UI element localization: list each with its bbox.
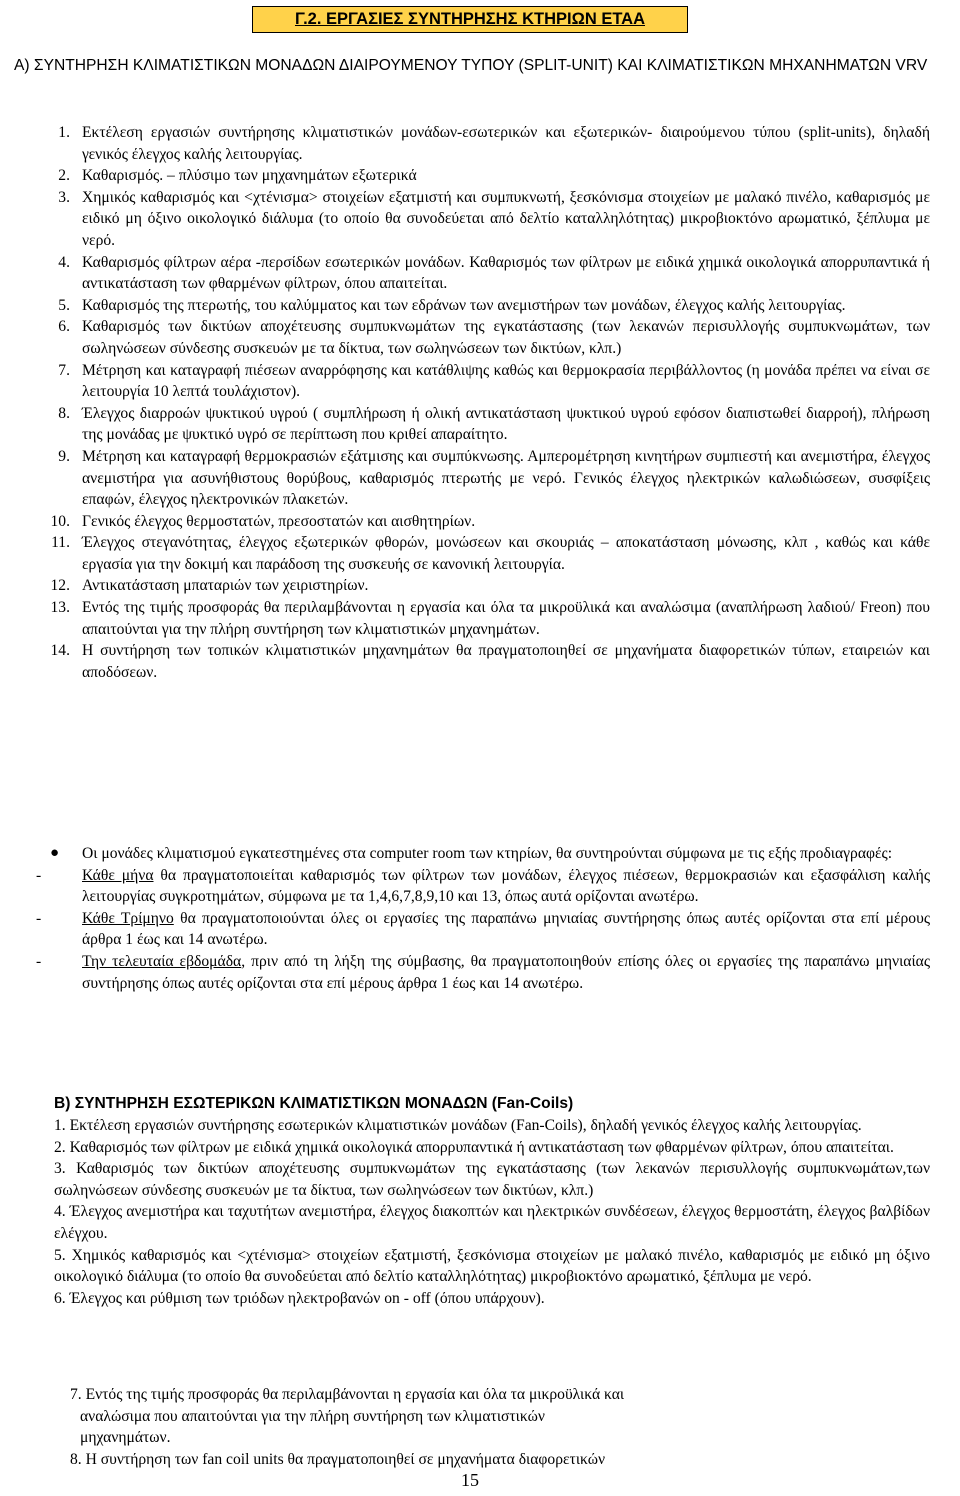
section-b-item: 1. Εκτέλεση εργασιών συντήρησης εσωτερικών κλιματιστικών μονάδων (Fan-Coils), δηλαδή γενικός έλεγχος καλής λειτουργίας. xyxy=(54,1117,862,1134)
list-item-text: Εκτέλεση εργασιών συντήρησης κλιματιστικών μονάδων-εσωτερικών και εξωτερικών- διαιρούμενου τύπου (split-units), δηλαδή γενικός έλεγχος καλής λειτουργίας. xyxy=(82,124,930,163)
list-item-number: 5. xyxy=(58,296,70,314)
list-item xyxy=(20,575,930,597)
section-b-item: 4. Έλεγχος ανεμιστήρα και ταχυτήτων ανεμιστήρα, έλεγχος διακοπτών και ηλεκτρικών συνδέσεων, έλεγχος θερμοστάτη, έλεγχος βαλβίδων ελέγχου. xyxy=(54,1203,930,1242)
section-b-indented-line xyxy=(54,1384,930,1406)
list-item-number: 2. xyxy=(58,167,70,185)
section-a-list xyxy=(20,122,930,683)
dash-list xyxy=(20,865,930,995)
list-item xyxy=(20,640,930,683)
list-item-text: Καθαρισμός. – πλύσιμο των μηχανημάτων εξωτερικά xyxy=(82,167,417,185)
section-b-list xyxy=(54,1115,930,1309)
dash-item xyxy=(20,908,930,951)
dash-item xyxy=(20,951,930,994)
section-b-indented-list xyxy=(54,1384,930,1470)
section-b-indented-line xyxy=(54,1427,930,1449)
section-b-item: 6. Έλεγχος και ρύθμιση των τριόδων ηλεκτροβανών on - off (όπου υπάρχουν). xyxy=(54,1289,545,1307)
list-item xyxy=(20,360,930,403)
list-item-number: 3. xyxy=(58,188,70,206)
section-b-indented-text: μηχανημάτων. xyxy=(80,1429,171,1447)
computer-room-block xyxy=(20,843,930,994)
list-item-text: Καθαρισμός των δικτύων αποχέτευσης συμπυκνωμάτων της εγκατάστασης (των λεκανών περισυλλογής συμπυκνωμάτων, των σωληνώσεων σύνδεσης συσκευών με τα δίκτυα, των σωληνώσεων των δικτύων, κλπ.) xyxy=(82,318,930,357)
list-item xyxy=(20,403,930,446)
list-item-number: 6. xyxy=(58,318,70,336)
dash-mark: - xyxy=(36,952,42,970)
section-b-item: 2. Καθαρισμός των φίλτρων με ειδικά χημικά οικολογικά απορρυπαντικά ή αντικατάσταση των φθαρμένων φίλτρων, όπου απαιτείται. xyxy=(54,1138,894,1156)
list-item xyxy=(20,165,930,187)
list-item-number: 4. xyxy=(58,253,70,271)
list-item-number: 13. xyxy=(50,599,70,617)
list-item-number: 10. xyxy=(50,512,70,530)
list-item-text: Η συντήρηση των τοπικών κλιματιστικών μηχανημάτων θα πραγματοποιηθεί σε μηχανήματα διαφορετικών τύπων, εταιρειών και αποδόσεων. xyxy=(82,642,930,681)
section-b-heading: Β) ΣΥΝΤΗΡΗΣΗ ΕΣΩΤΕΡΙΚΩΝ ΚΛΙΜΑΤΙΣΤΙΚΩΝ ΜΟΝΑΔΩΝ (Fan-Coils) xyxy=(54,1095,574,1112)
page-number: 15 xyxy=(461,1470,479,1490)
section-b-indented-text: αναλώσιμα που απαιτούνται για την πλήρη συντήρηση των κλιματιστικών xyxy=(80,1407,545,1425)
list-item xyxy=(20,252,930,295)
dash-lead: Την τελευταία εβδομάδα xyxy=(82,952,242,970)
dash-mark: - xyxy=(36,909,42,927)
list-item xyxy=(20,511,930,533)
list-item-text: Αντικατάσταση μπαταριών των χειριστηρίων. xyxy=(82,577,369,595)
dash-item xyxy=(20,865,930,908)
section-b-indented-line xyxy=(54,1449,930,1471)
section-b-item: 3. Καθαρισμός των δικτύων αποχέτευσης συμπυκνωμάτων της εγκατάστασης (των λεκανών περισυλλογής συμπυκνωμάτων,των σωληνώσεων σύνδεσης συσκευών με τα δίκτυα, των σωληνώσεων των δικτύων, κλπ.) xyxy=(54,1160,930,1199)
list-item-text: Έλεγχος διαρροών ψυκτικού υγρού ( συμπλήρωση ή ολική αντικατάσταση ψυκτικού υγρού εφόσον διαπιστωθεί διαρροή), πλήρωση της μονάδας με ψυκτικό υγρό σε περίπτωση που κριθεί απαραίτητο. xyxy=(82,404,930,444)
dash-lead: Κάθε μήνα xyxy=(82,866,154,884)
list-item-text: Εντός της τιμής προσφοράς θα περιλαμβάνονται η εργασία και όλα τα μικροϋλικά και αναλώσιμα (αναπλήρωση λαδιού/ Freon) που απαιτούνται για την πλήρη συντήρηση των κλιματιστικών μηχανημάτων. xyxy=(82,599,930,638)
list-item-number: 8. xyxy=(58,404,70,422)
list-item-text: Έλεγχος στεγανότητας, έλεγχος εξωτερικών φθορών, μονώσεων και σκουριάς – αποκατάσταση μόνωσης, κλπ , καθώς και κάθε εργασία για την δοκιμή και παράδοση της συσκευής σε κανονική λειτουργία. xyxy=(82,534,930,573)
bullet-item xyxy=(20,843,930,865)
list-item-text: Μέτρηση και καταγραφή θερμοκρασιών εξάτμισης και συμπύκνωσης. Αμπερομέτρηση κινητήρων συμπιεστή και ανεμιστήρα, έλεγχος ανεμιστήρα για ασυνήθιστους θορύβους, καθαρισμός πτερωτής με νερό. Γενικός έλεγχος ηλεκτρικών καλωδιώσεων, συσφίξεις επαφών, έλεγχος ηλεκτρονικών πλακετών. xyxy=(82,447,930,509)
list-item xyxy=(20,295,930,317)
list-item-number: 11. xyxy=(51,534,70,552)
list-item-number: 9. xyxy=(58,447,70,465)
list-item-text: Γενικός έλεγχος θερμοστατών, πρεσοστατών και αισθητηρίων. xyxy=(82,512,476,530)
dash-lead: Κάθε Τρίμηνο xyxy=(82,909,174,927)
list-item-text: Καθαρισμός της πτερωτής, του καλύμματος και των εδράνων των ανεμιστήρων των μονάδων, έλεγχος καλής λειτουργίας. xyxy=(82,296,846,314)
dash-text: , πριν από τη λήξη της σύμβασης, θα πραγματοποιηθούν επίσης όλες οι εργασίες της παραπάνω μηνιαίας συντήρησης όπως αυτές ορίζονται στα επί μέρους άρθρα 1 έως και 14 ανωτέρω. xyxy=(82,952,930,992)
dash-text: θα πραγματοποιείται καθαρισμός των φίλτρων των μονάδων, έλεγχος πιέσεων, θερμοκρασιών και εξασφάλιση καλής λειτουργίας συγκροτημάτων, σύμφωνα με τα 1,4,6,7,8,9,10 και 13, όπως αυτά ορίζονται ανωτέρω. xyxy=(82,866,930,906)
list-item-text: Καθαρισμός φίλτρων αέρα -περσίδων εσωτερικών μονάδων. Καθαρισμός των φίλτρων με ειδικά χημικά οικολογικά απορρυπαντικά ή αντικατάσταση των φθαρμένων φίλτρων, όπου απαιτείται. xyxy=(82,253,930,293)
list-item-number: 7. xyxy=(58,361,70,379)
bullet-icon: ● xyxy=(50,845,60,861)
list-item xyxy=(20,122,930,165)
list-item-text: Χημικός καθαρισμός και <χτένισμα> στοιχείων εξατμιστή και συμπυκνωτή, ξεσκόνισμα στοιχείων με μαλακό πινέλο, καθαρισμός με ειδικό μη όξινο οικολογικό διάλυμα (το οποίο θα συνοδεύεται από δελτίο καταλληλότητας) μικροβιοκτόνο αρωματικό, ξέπλυμα με νερό. xyxy=(82,188,930,249)
list-item-number: 14. xyxy=(50,642,70,660)
list-item xyxy=(20,597,930,640)
section-b-indented-text: 8. Η συντήρηση των fan coil units θα πραγματοποιηθεί σε μηχανήματα διαφορετικών xyxy=(70,1450,606,1468)
list-item-text: Μέτρηση και καταγραφή πιέσεων αναρρόφησης και κατάθλιψης καθώς και θερμοκρασία περιβάλλοντος (η μονάδα πρέπει να είναι σε λειτουργία 10 λεπτά τουλάχιστον). xyxy=(82,361,930,401)
list-item xyxy=(20,316,930,359)
section-title: Γ.2. ΕΡΓΑΣΙΕΣ ΣΥΝΤΗΡΗΣΗΣ ΚΤΗΡΙΩΝ ΕΤΑΑ xyxy=(294,10,646,28)
dash-mark: - xyxy=(36,866,42,884)
section-b-indented-text: 7. Εντός της τιμής προσφοράς θα περιλαμβάνονται η εργασία και όλα τα μικροϋλικά και xyxy=(70,1386,625,1403)
list-item-number: 1. xyxy=(58,124,70,141)
list-item xyxy=(20,446,930,511)
section-a-heading: Α) ΣΥΝΤΗΡΗΣΗ ΚΛΙΜΑΤΙΣΤΙΚΩΝ ΜΟΝΑΔΩΝ ΔΙΑΙΡΟΥΜΕΝΟΥ ΤΥΠΟΥ (SPLIT-UNIT) ΚΑΙ ΚΛΙΜΑΤΙΣΤΙΚΩΝ ΜΗΧΑΝΗΜΑΤΩΝ VRV xyxy=(14,57,928,74)
section-b-item: 5. Χημικός καθαρισμός και <χτένισμα> στοιχείων εξατμιστή, ξεσκόνισμα στοιχείων με μαλακό πινέλο, καθαρισμός με ειδικό μη όξινο οικολογικό διάλυμα (το οποίο θα συνοδεύεται από δελτίο καταλληλότητας) μικροβιοκτόνο αρωματικό, ξέπλυμα με νερό. xyxy=(54,1246,930,1286)
section-b-indented-line xyxy=(54,1406,930,1428)
list-item-number: 12. xyxy=(50,577,70,595)
bullet-text: Οι μονάδες κλιματισμού εγκατεστημένες στα computer room των κτηρίων, θα συντηρούνται σύμφωνα με τις εξής προδιαγραφές: xyxy=(82,845,893,862)
section-title-box xyxy=(252,6,688,33)
list-item xyxy=(20,187,930,252)
list-item xyxy=(20,532,930,575)
dash-text: θα πραγματοποιούνται όλες οι εργασίες της παραπάνω μηνιαίας συντήρησης όπως αυτές ορίζονται στα επί μέρους άρθρα 1 έως και 14 ανωτέρω. xyxy=(82,909,930,949)
